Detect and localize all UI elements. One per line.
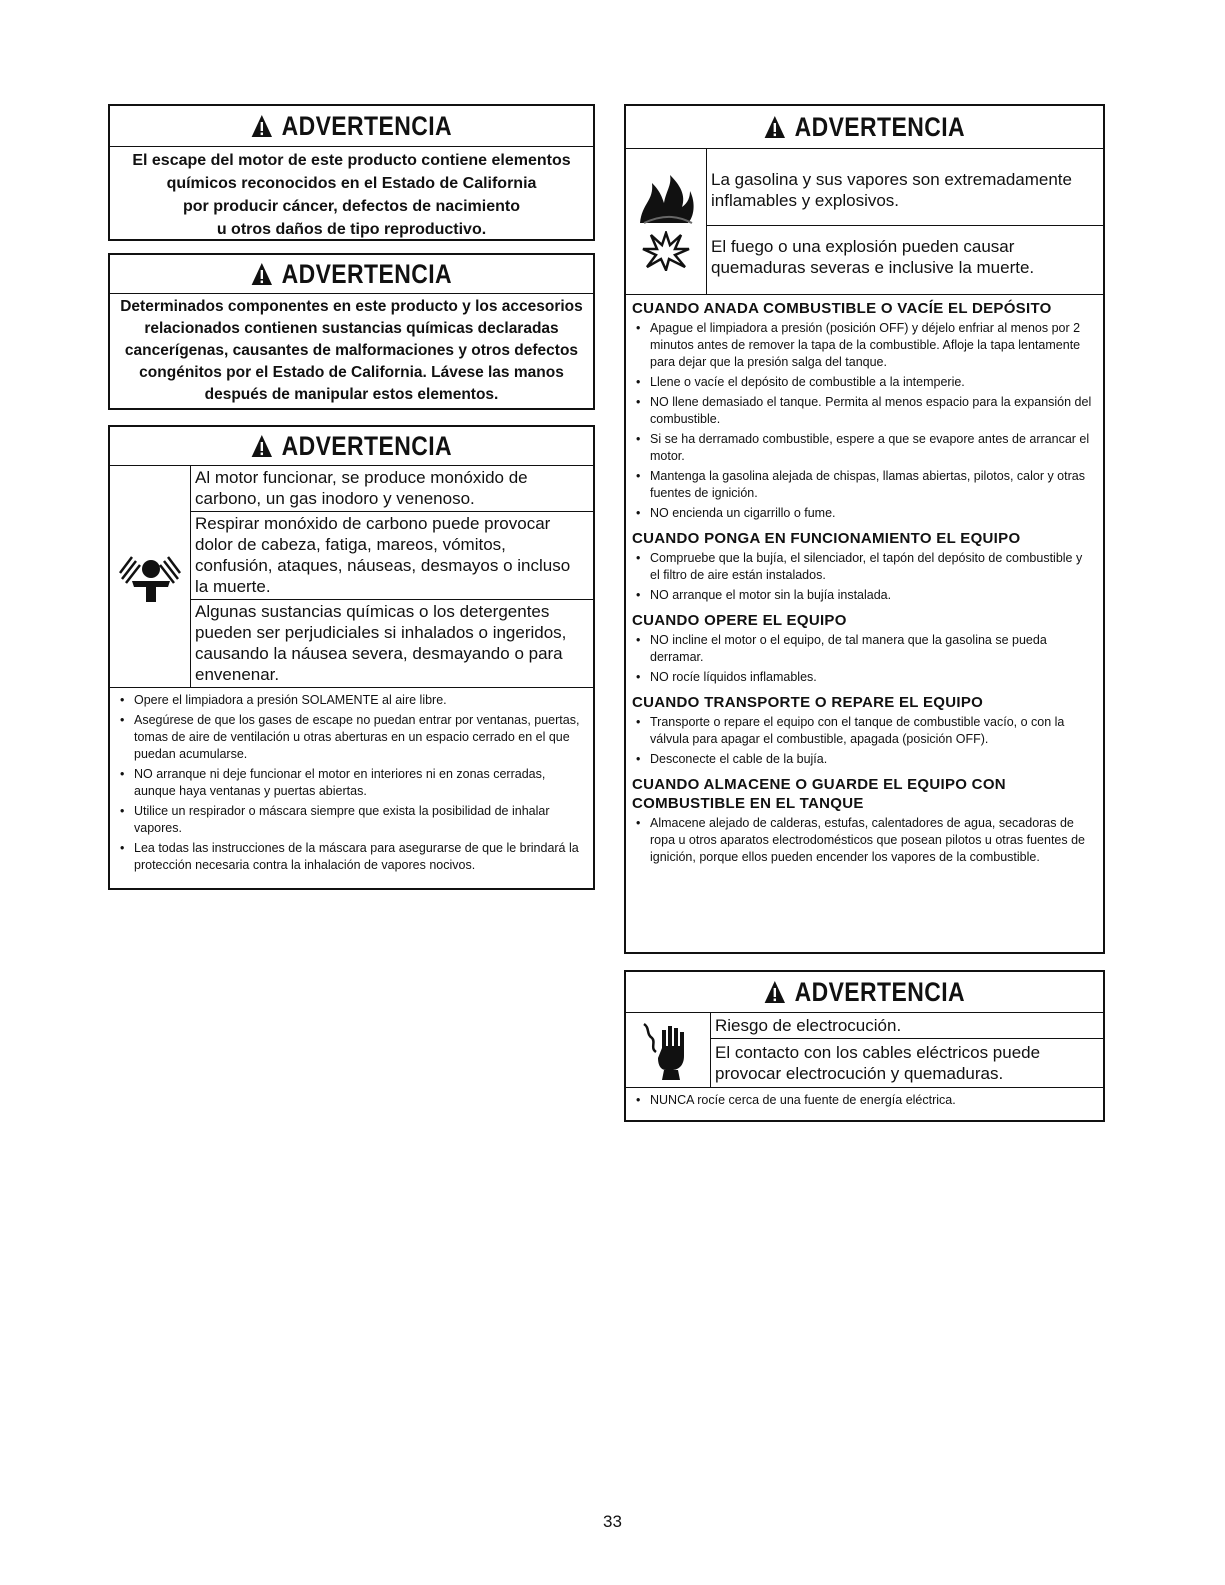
list-item: • NO llene demasiado el tanque. Permita al menos espacio para la expansión del combustible.: [634, 394, 1093, 428]
warning-box-electrocution: [624, 970, 1105, 1122]
hazard-icon-cell: [626, 1013, 711, 1087]
list-item: • Desconecte el cable de la bujía.: [634, 751, 1093, 768]
list-item: • Lea todas las instrucciones de la máscara para asegurarse de que le brindará la protección necesaria contra la inhalación de vapores nocivos.: [118, 840, 583, 874]
hazard-statement-row: [626, 148, 1103, 295]
precaution-list: [626, 548, 1103, 604]
precaution-list: [626, 813, 1103, 875]
hazard-statements: [707, 149, 1103, 294]
fire-icon: [636, 173, 696, 225]
list-item: • NO rocíe líquidos inflamables.: [634, 669, 1093, 686]
warning-title: ADVERTENCIA: [662, 972, 1067, 1012]
list-item: • Almacene alejado de calderas, estufas, calentadores de agua, secadoras de ropa u otros aparatos electrodomésticos que posean pilotos u otras fuentes de ignición, porque ellos pueden encender los vapores de la combustible.: [634, 815, 1093, 866]
warning-title: ADVERTENCIA: [662, 106, 1067, 148]
section-heading: CUANDO PONGA EN FUNCIONAMIENTO EL EQUIPO: [632, 530, 1021, 547]
hazard-statement: El fuego o una explosión pueden causar quemaduras severas e inclusive la muerte.: [707, 225, 1103, 294]
list-item: • NO incline el motor o el equipo, de tal manera que la gasolina se pueda derramar.: [634, 632, 1093, 666]
explosion-icon: [641, 231, 691, 271]
page-number: 33: [603, 1512, 622, 1531]
list-item: • Si se ha derramado combustible, espere a que se evapore antes de arrancar el motor.: [634, 431, 1093, 465]
list-item: • Mantenga la gasolina alejada de chispas, llamas abiertas, pilotos, calor y otras fuentes de ignición.: [634, 468, 1093, 502]
hazard-statement: El contacto con los cables eléctricos puede provocar electrocución y quemaduras.: [711, 1038, 1103, 1087]
list-item: • NUNCA rocíe cerca de una fuente de energía eléctrica.: [634, 1092, 1093, 1109]
list-item: • Asegúrese de que los gases de escape no puedan entrar por ventanas, puertas, tomas de aire de ventilación u otras aberturas en un espacio cerrado en el que puedan acumularse.: [118, 712, 583, 763]
warning-box-carbon-monoxide: [108, 425, 595, 890]
warning-triangle-icon: [251, 262, 273, 286]
warning-triangle-icon: [764, 980, 786, 1004]
section-heading: CUANDO OPERE EL EQUIPO: [632, 612, 847, 629]
list-item: • NO encienda un cigarrillo o fume.: [634, 505, 1093, 522]
section-heading: CUANDO ANADA COMBUSTIBLE O VACÍE EL DEPÓSITO: [632, 300, 1052, 317]
warning-box-gasoline: [624, 104, 1105, 954]
hazard-statement: Al motor funcionar, se produce monóxido de carbono, un gas inodoro y venenoso.: [195, 468, 528, 508]
warning-box-california-exhaust: [108, 104, 595, 241]
toxic-fumes-person-icon: [118, 551, 182, 603]
precaution-list: [626, 630, 1103, 686]
precaution-list: [626, 1088, 1103, 1118]
hazard-statement: La gasolina y sus vapores son extremadamente inflamables y explosivos.: [711, 170, 1072, 210]
hazard-statements: [711, 1013, 1103, 1087]
electric-shock-hand-icon: [640, 1018, 696, 1082]
hazard-statement: Respirar monóxido de carbono puede provocar dolor de cabeza, fatiga, mareos, vómitos, confusión, ataques, náuseas, desmayos o incluso la muerte.: [191, 511, 593, 599]
hazard-statement-row: [626, 1012, 1103, 1088]
warning-text: Determinados componentes en este producto y los accesorios relacionados contienen sustancias químicas declaradas cancerígenas, causantes de malformaciones y otros defectos congénitos por el Estado de California. Lávese las manos después de manipular estos elementos.: [110, 293, 593, 410]
list-item: • Llene o vacíe el depósito de combustible a la intemperie.: [634, 374, 1093, 391]
precaution-list: [626, 318, 1103, 522]
list-item: • Apague el limpiadora a presión (posición OFF) y déjelo enfriar al menos por 2 minutos antes de remover la tapa de la combustible. Afloje la tapa lentamente para dejar que la presión salga del tanque.: [634, 320, 1093, 371]
warning-triangle-icon: [251, 114, 273, 138]
warning-triangle-icon: [764, 115, 786, 139]
hazard-icon-cell: [110, 466, 191, 687]
list-item: • Opere el limpiadora a presión SOLAMENTE al aire libre.: [118, 692, 583, 709]
precaution-list: [626, 712, 1103, 768]
section-heading: CUANDO TRANSPORTE O REPARE EL EQUIPO: [632, 694, 984, 711]
list-item: • Compruebe que la bujía, el silenciador, el tapón del depósito de combustible y el filtro de aire están instalados.: [634, 550, 1093, 584]
list-item: • Transporte o repare el equipo con el tanque de combustible vacío, o con la válvula para apagar el combustible, apagada (posición OFF).: [634, 714, 1093, 748]
warning-text: El escape del motor de este producto contiene elementos químicos reconocidos en el Estado de California por producir cáncer, defectos de nacimiento u otros daños de tipo reproductivo.: [110, 146, 593, 245]
warning-title: ADVERTENCIA: [146, 255, 557, 293]
list-item: • NO arranque ni deje funcionar el motor en interiores ni en zonas cerradas, aunque haya ventanas y puertas abiertas.: [118, 766, 583, 800]
warning-box-california-components: [108, 253, 595, 410]
warning-title: ADVERTENCIA: [146, 427, 557, 465]
hazard-icon-cell: [626, 149, 707, 294]
precaution-list: [110, 688, 593, 883]
list-item: • NO arranque el motor sin la bujía instalada.: [634, 587, 1093, 604]
warning-triangle-icon: [251, 434, 273, 458]
warning-title: ADVERTENCIA: [146, 106, 557, 146]
section-heading: CUANDO ALMACENE O GUARDE EL EQUIPO CON COMBUSTIBLE EN EL TANQUE: [632, 776, 1006, 812]
hazard-statement: Algunas sustancias químicas o los detergentes pueden ser perjudiciales si inhalados o ingeridos, causando la náusea severa, desmayando o para envenenar.: [191, 599, 593, 687]
hazard-statement-row: [110, 465, 593, 688]
hazard-statement: Riesgo de electrocución.: [715, 1016, 902, 1035]
hazard-statements: [191, 466, 593, 687]
list-item: • Utilice un respirador o máscara siempre que exista la posibilidad de inhalar vapores.: [118, 803, 583, 837]
